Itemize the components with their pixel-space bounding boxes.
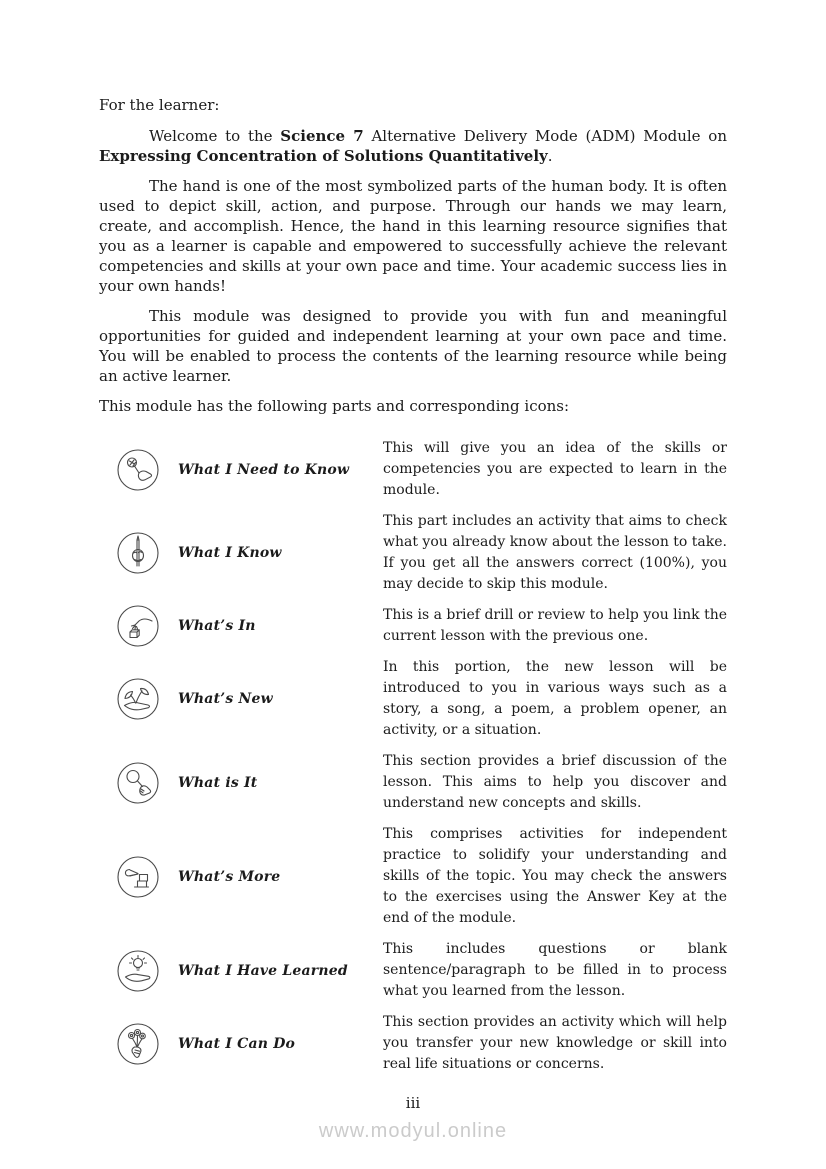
hand-holding-leaves-icon <box>117 678 159 720</box>
part-label: What is It <box>178 774 258 791</box>
part-label: What’s New <box>178 691 273 707</box>
design-paragraph: This module was designed to provide you with fun and meaningful opportunities for guided and independent learning at your own pace and time. You will be enabled to process the contents of the learning resource while being an active learner. <box>99 307 727 385</box>
module-part-row <box>99 751 727 814</box>
part-description: This section provides an activity which will help you transfer your new knowledge or skill into real life situations or concerns. <box>383 1014 727 1072</box>
part-description: This includes questions or blank sentence/paragraph to be filled in to process what you learned from the lesson. <box>383 941 727 999</box>
welcome-paragraph <box>99 126 727 166</box>
part-icon-cell <box>99 449 178 491</box>
module-part-row <box>99 511 727 595</box>
part-label: What I Have Learned <box>178 962 348 979</box>
part-label: What I Know <box>178 545 282 561</box>
module-part-row <box>99 605 727 647</box>
welcome-pre: Welcome to the <box>149 127 281 145</box>
part-description: This comprises activities for independent practice to solidify your understanding and skills of the topic. You may check the answers to the exercises using the Answer Key at the end of the module. <box>383 826 727 926</box>
part-description: This section provides a brief discussion of the lesson. This aims to help you discover and understand new concepts and skills. <box>383 753 727 811</box>
part-icon-cell <box>99 1023 178 1065</box>
part-description: This is a brief drill or review to help you link the current lesson with the previous one. <box>383 607 727 644</box>
course-name: Science 7 <box>280 127 364 145</box>
module-part-row <box>99 438 727 501</box>
hand-stacking-blocks-icon <box>117 856 159 898</box>
hand-paragraph: The hand is one of the most symbolized parts of the human body. It is often used to depict skill, action, and purpose. Through our hands we may learn, create, and accomplish. Hence, the hand in this learning resource signifies that you as a learner is capable and empowered to successfully achieve the relevant competencies and skills at your own pace and time. Your academic success lies in your own hands! <box>99 177 727 295</box>
watermark: www.modyul.online <box>318 1120 508 1142</box>
page-content <box>99 95 727 1085</box>
hand-with-lightbulb-icon <box>117 950 159 992</box>
part-icon-cell <box>99 762 178 804</box>
page-number: iii <box>405 1094 421 1112</box>
module-part-row <box>99 657 727 741</box>
hand-holding-pencil-icon <box>117 532 159 574</box>
welcome-post: . <box>547 147 553 165</box>
hand-holding-flowers-icon <box>117 1023 159 1065</box>
part-icon-cell <box>99 532 178 574</box>
module-parts-list <box>99 438 727 1075</box>
module-title: Expressing Concentration of Solutions Quantitatively <box>99 147 548 165</box>
part-description: This will give you an idea of the skills or competencies you are expected to learn in the module. <box>383 440 727 498</box>
part-label: What I Can Do <box>178 1035 296 1052</box>
part-description: This part includes an activity that aims to check what you already know about the lesson to take. If you get all the answers correct (100%), you may decide to skip this module. <box>383 513 727 592</box>
salutation: For the learner: <box>99 96 220 114</box>
part-label: What’s In <box>178 618 256 634</box>
hand-with-magnifier-icon <box>117 762 159 804</box>
part-icon-cell <box>99 678 178 720</box>
module-part-row <box>99 824 727 929</box>
welcome-mid: Alternative Delivery Mode (ADM) Module on <box>363 127 727 145</box>
part-description: In this portion, the new lesson will be introduced to you in various ways such as a story, a song, a poem, a problem opener, an activity, or a situation. <box>383 659 727 738</box>
part-label: What I Need to Know <box>178 461 350 478</box>
hand-with-box-icon <box>117 605 159 647</box>
module-part-row <box>99 1012 727 1075</box>
part-label: What’s More <box>178 868 281 885</box>
part-icon-cell <box>99 950 178 992</box>
part-icon-cell <box>99 856 178 898</box>
module-part-row <box>99 939 727 1002</box>
parts-lead: This module has the following parts and corresponding icons: <box>99 397 570 415</box>
part-icon-cell <box>99 605 178 647</box>
hand-tap-target-icon <box>117 449 159 491</box>
